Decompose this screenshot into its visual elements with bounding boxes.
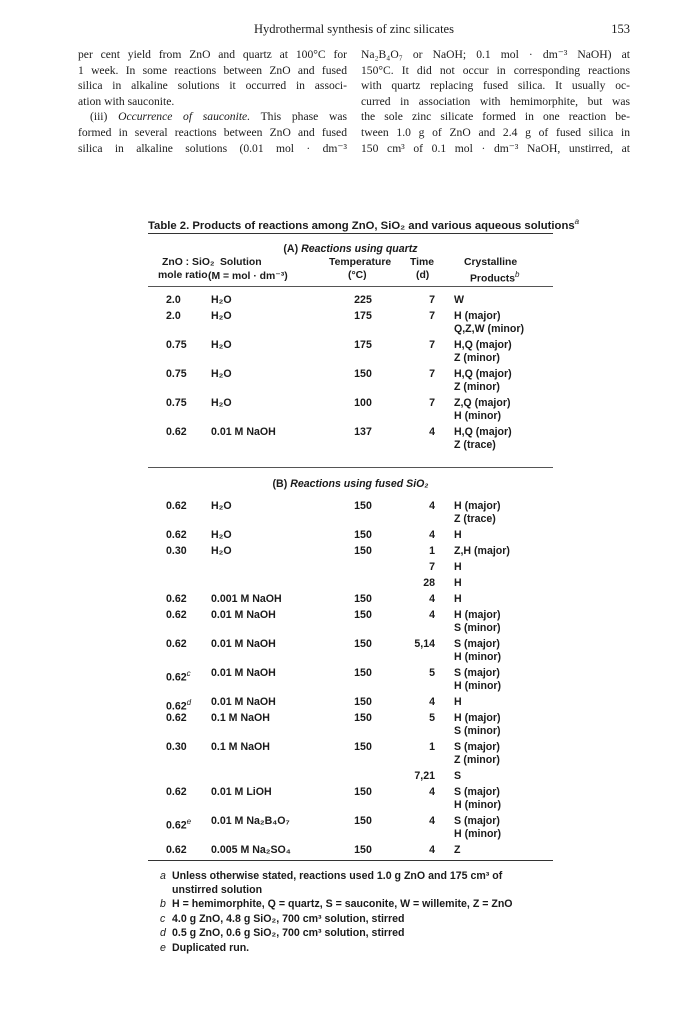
text-line: tween 1.0 g of ZnO and 2.4 g of fused silica in — [361, 125, 630, 139]
cell-solution: H₂O — [211, 545, 232, 557]
section-a-heading: Reactions using quartz — [301, 243, 418, 255]
cell-temperature: 150 — [354, 500, 372, 512]
text-line: per cent yield from ZnO and quartz at 100°C for — [78, 48, 347, 61]
cell-products — [454, 529, 462, 542]
product-entry: Z — [454, 844, 461, 856]
cell-ratio — [166, 294, 181, 307]
text-line: silica in alkaline solutions it occurred in associ- — [78, 79, 347, 93]
product-entry: H,Q (major) — [454, 339, 512, 351]
footnote-mark: e — [160, 941, 166, 954]
product-entry: S (minor) — [454, 725, 501, 737]
product-entry: Z (minor) — [454, 352, 500, 364]
text-line: 150 cm³ of 0.1 mol · dm⁻³ NaOH, unstirred, at — [361, 141, 630, 155]
col-products-header: Crystalline — [464, 257, 518, 268]
section-a-label: (A) — [283, 243, 299, 255]
col-solution-header: Solution — [220, 257, 262, 268]
cell-products — [454, 426, 512, 452]
product-entry: S — [454, 770, 462, 782]
col-solution-subheader: (M = mol · dm⁻³) — [208, 271, 288, 282]
run-in-heading: Occurrence of sauconite. — [118, 110, 251, 124]
cell-products — [454, 294, 464, 307]
cell-products — [454, 741, 500, 767]
col-temperature-unit: (°C) — [348, 270, 367, 281]
product-entry: H — [454, 696, 462, 708]
product-entry: Z (trace) — [454, 439, 496, 451]
cell-time: 4 — [429, 844, 435, 856]
header-rule — [148, 286, 553, 287]
cell-ratio — [166, 529, 187, 542]
cell-solution: 0.01 M NaOH — [211, 638, 276, 650]
product-entry: H — [454, 529, 462, 541]
footnote-text: Unless otherwise stated, reactions used 1.0 g ZnO and 175 cm³ of — [172, 870, 503, 882]
cell-temperature: 150 — [354, 593, 372, 605]
caption-footnote-mark: a — [574, 217, 580, 226]
cell-products — [454, 815, 501, 841]
cell-temperature: 150 — [354, 815, 372, 827]
cell-products — [454, 712, 501, 738]
cell-solution: 0.01 M NaOH — [211, 667, 276, 679]
cell-temperature: 150 — [354, 786, 372, 798]
product-entry: S (major) — [454, 786, 500, 798]
ratio-footnote-mark: d — [186, 698, 192, 707]
product-entry: H (minor) — [454, 680, 502, 692]
text-line: 1 week. In some reactions between ZnO and fused — [78, 63, 347, 77]
section-b-heading: Reactions using fused SiO₂ — [290, 478, 429, 490]
footnote-mark: b — [160, 898, 166, 910]
cell-time: 4 — [429, 593, 435, 605]
cell-ratio — [166, 786, 187, 799]
cell-products — [454, 667, 501, 693]
product-entry: H (minor) — [454, 410, 502, 422]
product-entry: H (major) — [454, 609, 501, 621]
cell-products — [454, 786, 501, 812]
cell-ratio — [166, 696, 191, 714]
cell-products — [454, 770, 461, 783]
cell-ratio — [166, 339, 187, 352]
cell-temperature: 150 — [354, 368, 372, 380]
cell-temperature: 150 — [354, 529, 372, 541]
cell-solution: H₂O — [211, 529, 232, 541]
cell-products — [454, 844, 460, 857]
cell-temperature: 150 — [354, 741, 372, 753]
footnote-mark: c — [160, 912, 166, 925]
cell-solution: 0.01 M NaOH — [211, 609, 276, 621]
table-caption-text: Table 2. Products of reactions among ZnO, SiO₂ and various aqueous solutions — [148, 219, 575, 232]
cell-time: 1 — [429, 741, 435, 753]
cell-ratio — [166, 310, 181, 323]
product-entry: Z,H (major) — [454, 545, 510, 557]
section-b-title — [148, 478, 553, 490]
cell-time: 1 — [429, 545, 435, 557]
cell-temperature: 150 — [354, 667, 372, 679]
cell-ratio — [166, 638, 187, 651]
table-bottom-rule — [148, 860, 553, 861]
text-line: (iii) Occurrence of sauconite. This phase was — [90, 110, 347, 124]
product-entry: H (minor) — [454, 828, 502, 840]
product-entry: Z (minor) — [454, 754, 500, 766]
cell-temperature: 175 — [354, 310, 372, 322]
text-line: silica in alkaline solutions (0.01 mol · dm⁻³ — [78, 141, 347, 155]
cell-solution: 0.01 M NaOH — [211, 696, 276, 708]
text-line: 150°C. It did not occur in corresponding reactions — [361, 63, 630, 77]
cell-ratio — [166, 593, 187, 606]
cell-products — [454, 500, 501, 526]
cell-products — [454, 368, 512, 394]
ratio-value: 0.62 — [166, 786, 187, 798]
text-line: with quartz replacing fused silica. It usually oc- — [361, 79, 630, 93]
cell-ratio — [166, 368, 187, 381]
footnote-text: 4.0 g ZnO, 4.8 g SiO₂, 700 cm³ solution, stirred — [172, 912, 405, 925]
footnote — [160, 927, 560, 941]
cell-temperature: 150 — [354, 696, 372, 708]
cell-temperature: 150 — [354, 638, 372, 650]
cell-ratio — [166, 815, 191, 833]
ratio-value: 0.62 — [166, 819, 187, 832]
cell-products — [454, 593, 462, 606]
ratio-value: 0.62 — [166, 500, 187, 512]
ratio-value: 2.0 — [166, 294, 181, 306]
cell-temperature: 150 — [354, 712, 372, 724]
ratio-value: 0.62 — [166, 638, 187, 650]
ratio-value: 0.30 — [166, 741, 187, 753]
text-line: curred in association with hemimorphite, but was — [361, 94, 630, 108]
cell-time: 4 — [429, 696, 435, 708]
running-title: Hydrothermal synthesis of zinc silicates — [254, 22, 454, 36]
cell-time: 4 — [429, 500, 435, 512]
ratio-value: 0.62 — [166, 593, 187, 605]
col-products-subheader — [470, 270, 520, 284]
ratio-value: 0.75 — [166, 368, 187, 380]
cell-time: 7 — [429, 310, 435, 322]
cell-solution: 0.01 M NaOH — [211, 426, 276, 438]
col-time-header: Time — [410, 257, 435, 268]
product-entry: S (major) — [454, 815, 500, 827]
cell-ratio — [166, 844, 187, 857]
section-a-title — [148, 243, 553, 255]
ratio-value: 2.0 — [166, 310, 181, 322]
cell-temperature: 150 — [354, 609, 372, 621]
cell-time: 7 — [429, 368, 435, 380]
cell-ratio — [166, 712, 187, 725]
product-entry: H (major) — [454, 500, 501, 512]
col-ratio-subheader: mole ratio — [158, 270, 208, 281]
cell-time: 4 — [429, 609, 435, 621]
footnote-text: H = hemimorphite, Q = quartz, S = sauconite, W = willemite, Z = ZnO — [172, 898, 513, 910]
cell-time: 7 — [429, 294, 435, 306]
cell-ratio — [166, 500, 187, 513]
section-divider-rule — [148, 467, 553, 468]
col-temperature-header: Temperature — [329, 257, 392, 268]
cell-products — [454, 577, 462, 590]
cell-solution: H₂O — [211, 294, 232, 306]
product-entry: H — [454, 593, 462, 605]
ratio-footnote-mark: c — [186, 669, 191, 678]
ratio-value: 0.62 — [166, 700, 187, 713]
cell-solution: 0.005 M Na₂SO₄ — [211, 844, 291, 856]
footnote-text: 0.5 g ZnO, 0.6 g SiO₂, 700 cm³ solution, stirred — [172, 927, 405, 939]
cell-solution: 0.1 M NaOH — [211, 741, 270, 753]
product-entry: S (major) — [454, 667, 500, 679]
cell-time: 28 — [423, 577, 435, 589]
cell-solution: H₂O — [211, 500, 232, 512]
footnote — [160, 913, 560, 927]
cell-solution: 0.01 M LiOH — [211, 786, 272, 798]
product-entry: H (major) — [454, 310, 501, 322]
ratio-value: 0.75 — [166, 397, 187, 409]
table-top-rule — [148, 233, 553, 234]
cell-ratio — [166, 426, 187, 439]
footnote — [160, 942, 560, 956]
cell-time: 4 — [429, 815, 435, 827]
product-entry: H,Q (major) — [454, 368, 512, 380]
cell-time: 7 — [429, 339, 435, 351]
footnote-mark: a — [160, 870, 166, 882]
ratio-value: 0.62 — [166, 844, 187, 856]
product-entry: H — [454, 561, 462, 573]
cell-ratio — [166, 667, 191, 685]
ratio-value: 0.62 — [166, 671, 187, 684]
product-entry: S (major) — [454, 741, 500, 753]
cell-ratio — [166, 545, 187, 558]
cell-time: 7 — [429, 397, 435, 409]
product-entry: H (minor) — [454, 651, 502, 663]
text-line: formed in several reactions between ZnO and fused — [78, 125, 347, 139]
right-text-column — [361, 47, 630, 156]
cell-ratio — [166, 741, 187, 754]
footnote-text: Duplicated run. — [172, 941, 250, 954]
col-ratio-header: ZnO : SiO₂ — [162, 257, 215, 268]
product-entry: Z (minor) — [454, 381, 500, 393]
cell-solution: 0.1 M NaOH — [211, 712, 270, 724]
footnote — [160, 898, 560, 912]
cell-ratio — [166, 609, 187, 622]
text-line: ation with sauconite. — [78, 94, 175, 108]
cell-solution: 0.001 M NaOH — [211, 593, 282, 605]
cell-products — [454, 397, 511, 423]
cell-time: 7 — [429, 561, 435, 573]
running-header — [78, 22, 630, 38]
ratio-value: 0.62 — [166, 712, 187, 724]
text-line: Na₂B₄O₇ or NaOH; 0.1 mol · dm⁻³ NaOH) at — [361, 48, 630, 61]
cell-ratio — [166, 397, 187, 410]
product-entry: W — [454, 294, 464, 306]
cell-solution: 0.01 M Na₂B₄O₇ — [211, 815, 290, 827]
cell-time: 5 — [429, 667, 435, 679]
ratio-value: 0.62 — [166, 529, 187, 541]
cell-products — [454, 545, 510, 558]
cell-solution: H₂O — [211, 397, 232, 409]
cell-products — [454, 609, 501, 635]
product-entry: H (minor) — [454, 799, 502, 811]
left-text-column — [78, 47, 347, 156]
cell-products — [454, 696, 462, 709]
cell-time: 5 — [429, 712, 435, 724]
product-entry: Q,Z,W (minor) — [454, 323, 525, 335]
products-subheader-text: Products — [470, 273, 516, 285]
table-caption — [148, 217, 579, 232]
ratio-value: 0.30 — [166, 545, 187, 557]
cell-time: 4 — [429, 426, 435, 438]
cell-time: 4 — [429, 529, 435, 541]
cell-products — [454, 561, 462, 574]
product-entry: H (major) — [454, 712, 501, 724]
cell-time: 5,14 — [414, 638, 435, 650]
product-entry: H,Q (major) — [454, 426, 512, 438]
product-entry: S (minor) — [454, 622, 501, 634]
cell-temperature: 150 — [354, 844, 372, 856]
ratio-value: 0.75 — [166, 339, 187, 351]
cell-temperature: 150 — [354, 545, 372, 557]
products-footnote-mark: b — [515, 270, 520, 279]
footnote-text: unstirred solution — [172, 883, 263, 896]
cell-time: 7,21 — [414, 770, 435, 782]
product-entry: H — [454, 577, 462, 589]
product-entry: Z,Q (major) — [454, 397, 511, 409]
cell-solution: H₂O — [211, 368, 232, 380]
footnote — [160, 870, 560, 897]
footnote-mark: d — [160, 927, 166, 939]
page-number: 153 — [611, 22, 630, 36]
col-time-unit: (d) — [416, 270, 430, 281]
cell-products — [454, 310, 524, 336]
cell-products — [454, 638, 501, 664]
product-entry: S (major) — [454, 638, 500, 650]
cell-temperature: 100 — [354, 397, 372, 409]
cell-time: 4 — [429, 786, 435, 798]
ratio-value: 0.62 — [166, 426, 187, 438]
cell-solution: H₂O — [211, 310, 232, 322]
cell-temperature: 175 — [354, 339, 372, 351]
ratio-value: 0.62 — [166, 609, 187, 621]
section-b-label: (B) — [272, 478, 288, 490]
cell-products — [454, 339, 512, 365]
cell-temperature: 225 — [354, 294, 372, 306]
ratio-footnote-mark: e — [186, 817, 192, 826]
cell-solution: H₂O — [211, 339, 232, 351]
cell-temperature: 137 — [354, 426, 372, 438]
text-line: the sole zinc silicate formed in one reaction be- — [361, 110, 630, 124]
product-entry: Z (trace) — [454, 513, 496, 525]
